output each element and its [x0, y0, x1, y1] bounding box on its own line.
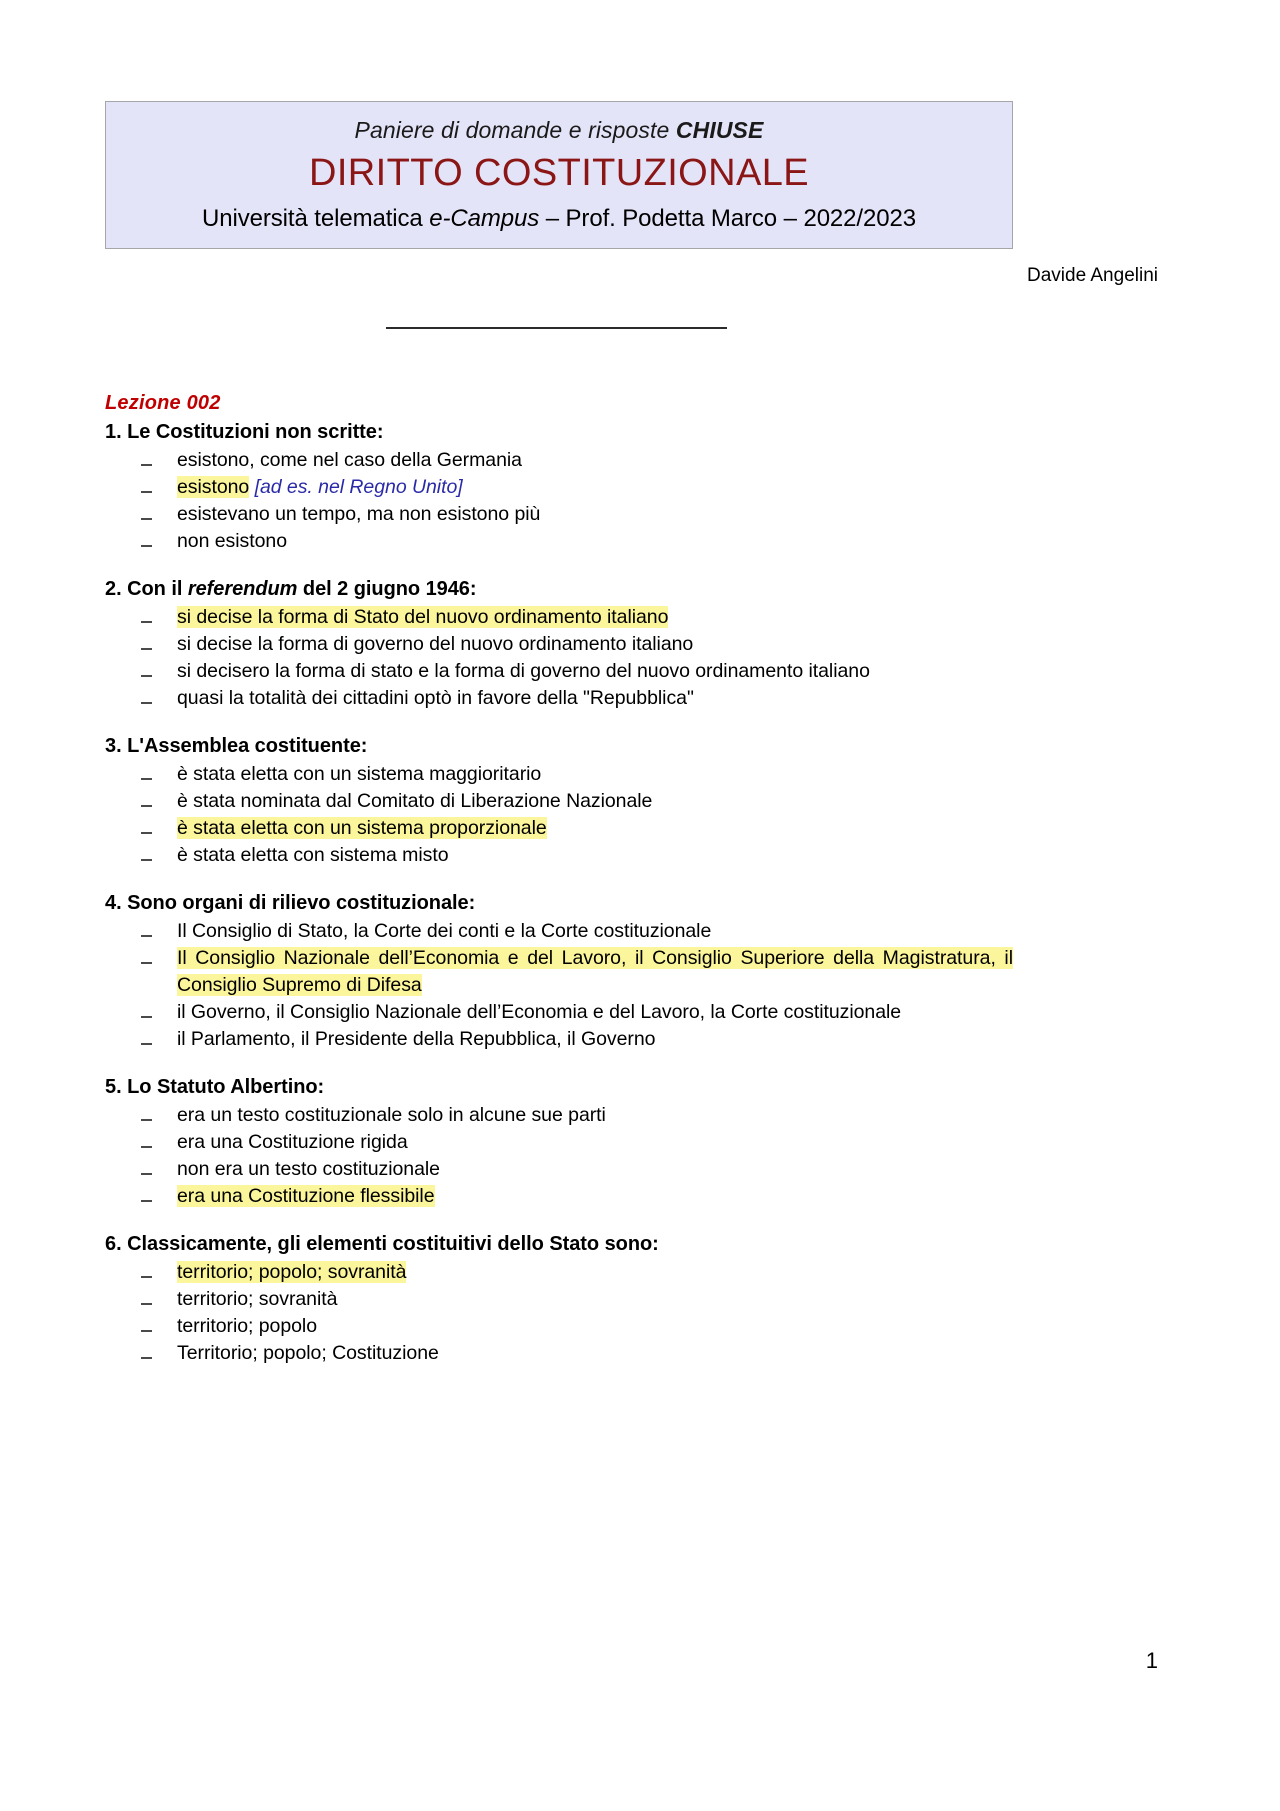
answer-option[interactable]	[105, 604, 1013, 631]
bullet-dash-icon	[141, 1286, 153, 1305]
course-subtitle	[116, 202, 1002, 236]
subtitle-professor-year: – Prof. Podetta Marco – 2022/2023	[539, 205, 916, 232]
answer-option[interactable]	[105, 631, 1013, 658]
answer-option[interactable]	[105, 999, 1013, 1026]
answer-text: territorio; popolo	[177, 1315, 318, 1337]
answer-text-highlighted: si decise la forma di Stato del nuovo ordinamento italiano	[177, 606, 669, 628]
answer-text: era un testo costituzionale solo in alcune sue parti	[177, 1104, 606, 1126]
answer-text: quasi la totalità dei cittadini optò in favore della "Repubblica"	[177, 687, 694, 709]
answer-option[interactable]	[105, 1340, 1013, 1367]
answer-text: non era un testo costituzionale	[177, 1158, 440, 1180]
answer-text: era una Costituzione rigida	[177, 1131, 408, 1153]
answer-text: esistono, come nel caso della Germania	[177, 449, 522, 471]
bullet-dash-icon	[141, 447, 153, 466]
answer-text: si decise la forma di governo del nuovo ordinamento italiano	[177, 633, 694, 655]
answer-text: Il Consiglio di Stato, la Corte dei conti e la Corte costituzionale	[177, 920, 712, 942]
answer-option[interactable]	[105, 1026, 1013, 1053]
bullet-dash-icon	[141, 1183, 153, 1202]
subtitle-campus: e-Campus	[429, 205, 540, 232]
bullet-dash-icon	[141, 1156, 153, 1175]
answer-text: è stata eletta con un sistema maggioritario	[177, 763, 542, 785]
question-text	[105, 419, 1013, 446]
question-number: 2.	[105, 578, 122, 600]
bullet-dash-icon	[141, 1026, 153, 1045]
lesson-heading: Lezione 002	[105, 392, 221, 414]
question-block	[105, 733, 1013, 869]
bullet-dash-icon	[141, 685, 153, 704]
answer-text: territorio; sovranità	[177, 1288, 338, 1310]
author-name: Davide Angelini	[1027, 265, 1158, 286]
bullet-dash-icon	[141, 999, 153, 1018]
subtitle-university: Università telematica	[202, 205, 430, 232]
answer-list	[105, 918, 1013, 1053]
answer-option[interactable]	[105, 761, 1013, 788]
page-number: 1	[1145, 1648, 1158, 1673]
answer-text: Territorio; popolo; Costituzione	[177, 1342, 439, 1364]
title-banner	[105, 101, 1013, 249]
bullet-dash-icon	[141, 945, 153, 964]
banner-kicker	[116, 115, 1002, 145]
bullet-dash-icon	[141, 528, 153, 547]
question-text	[105, 576, 1013, 603]
question-label: Sono organi di rilievo costituzionale:	[121, 892, 476, 914]
question-block	[105, 419, 1013, 555]
course-title: DIRITTO COSTITUZIONALE	[308, 152, 810, 194]
question-text	[105, 1231, 1013, 1258]
answer-option[interactable]	[105, 788, 1013, 815]
bullet-dash-icon	[141, 842, 153, 861]
banner-kicker-caps: CHIUSE	[675, 117, 764, 143]
answer-annotation: [ad es. nel Regno Unito]	[249, 476, 463, 498]
bullet-dash-icon	[141, 1102, 153, 1121]
question-label: Con il	[121, 578, 188, 600]
answer-text-highlighted: esistono	[177, 476, 250, 498]
question-label: Le Costituzioni non scritte:	[121, 421, 384, 443]
banner-kicker-text: Paniere di domande e risposte	[354, 117, 676, 143]
answer-option[interactable]	[105, 1183, 1013, 1210]
question-block	[105, 1231, 1013, 1367]
answer-option[interactable]	[105, 474, 1013, 501]
answer-option[interactable]	[105, 1259, 1013, 1286]
question-label: Lo Statuto Albertino:	[121, 1076, 325, 1098]
bullet-dash-icon	[141, 658, 153, 677]
bullet-dash-icon	[141, 918, 153, 937]
answer-text: è stata nominata dal Comitato di Liberazione Nazionale	[177, 790, 653, 812]
answer-option[interactable]	[105, 945, 1013, 999]
bullet-dash-icon	[141, 815, 153, 834]
answer-text: esistevano un tempo, ma non esistono più	[177, 503, 541, 525]
question-text	[105, 1074, 1013, 1101]
question-number: 1.	[105, 421, 122, 443]
answer-option[interactable]	[105, 1156, 1013, 1183]
answer-option[interactable]	[105, 447, 1013, 474]
question-emphasis: referendum	[187, 578, 298, 600]
answer-option[interactable]	[105, 1102, 1013, 1129]
answer-list	[105, 447, 1013, 555]
answer-text: si decisero la forma di stato e la forma di governo del nuovo ordinamento italiano	[177, 660, 870, 682]
bullet-dash-icon	[141, 501, 153, 520]
question-number: 6.	[105, 1233, 122, 1255]
answer-option[interactable]	[105, 1129, 1013, 1156]
question-text	[105, 733, 1013, 760]
answer-text-highlighted: era una Costituzione flessibile	[177, 1185, 435, 1207]
answer-option[interactable]	[105, 685, 1013, 712]
bullet-dash-icon	[141, 604, 153, 623]
answer-list	[105, 761, 1013, 869]
question-number: 4.	[105, 892, 122, 914]
answer-option[interactable]	[105, 501, 1013, 528]
answer-option[interactable]	[105, 1286, 1013, 1313]
question-block	[105, 1074, 1013, 1210]
answer-text: il Parlamento, il Presidente della Repubblica, il Governo	[177, 1028, 656, 1050]
answer-text: non esistono	[177, 530, 287, 552]
bullet-dash-icon	[141, 761, 153, 780]
answer-list	[105, 1259, 1013, 1367]
answer-text-highlighted: territorio; popolo; sovranità	[177, 1261, 407, 1283]
answer-option[interactable]	[105, 842, 1013, 869]
bullet-dash-icon	[141, 788, 153, 807]
question-block	[105, 890, 1013, 1053]
question-label: L'Assemblea costituente:	[121, 735, 368, 757]
question-block	[105, 576, 1013, 712]
question-number: 5.	[105, 1076, 122, 1098]
question-text	[105, 890, 1013, 917]
answer-option[interactable]	[105, 815, 1013, 842]
answer-option[interactable]	[105, 918, 1013, 945]
question-label-tail: del 2 giugno 1946:	[297, 578, 477, 600]
bullet-dash-icon	[141, 1129, 153, 1148]
answer-text: il Governo, il Consiglio Nazionale dell’Economia e del Lavoro, la Corte costituzionale	[177, 1001, 902, 1023]
answer-list	[105, 1102, 1013, 1210]
bullet-dash-icon	[141, 1340, 153, 1359]
answer-text-highlighted: è stata eletta con un sistema proporzionale	[177, 817, 547, 839]
answer-text: è stata eletta con sistema misto	[177, 844, 449, 866]
question-number: 3.	[105, 735, 122, 757]
horizontal-divider	[386, 327, 727, 329]
answer-text-highlighted: Il Consiglio Nazionale dell’Economia e del Lavoro, il Consiglio Superiore della Magistratura, il Consiglio Supremo di Difesa	[177, 947, 1013, 996]
bullet-dash-icon	[141, 1313, 153, 1332]
answer-list	[105, 604, 1013, 712]
answer-option[interactable]	[105, 528, 1013, 555]
bullet-dash-icon	[141, 474, 153, 493]
bullet-dash-icon	[141, 1259, 153, 1278]
answer-option[interactable]	[105, 658, 1013, 685]
questions-container	[105, 390, 1013, 1367]
answer-option[interactable]	[105, 1313, 1013, 1340]
bullet-dash-icon	[141, 631, 153, 650]
question-label: Classicamente, gli elementi costituitivi dello Stato sono:	[121, 1233, 659, 1255]
